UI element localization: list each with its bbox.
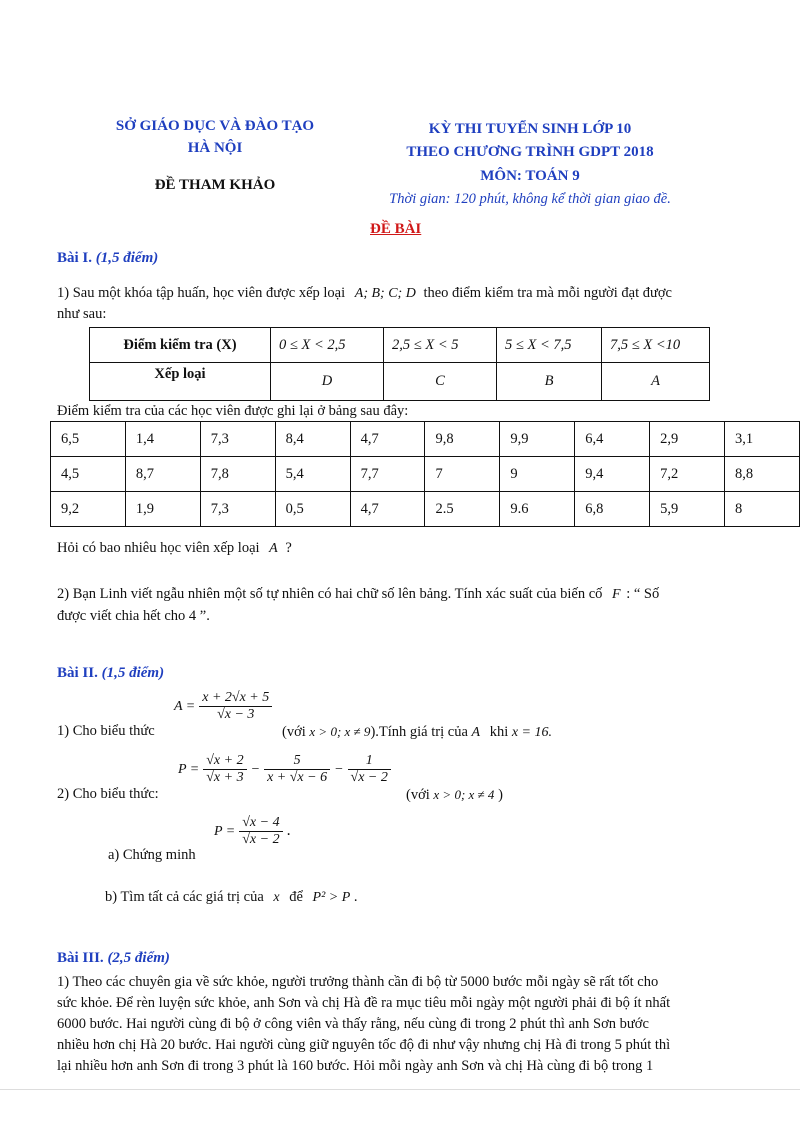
b1-q1-grades: A; B; C; D — [354, 286, 416, 301]
table-cell: 4,5 — [51, 457, 126, 492]
exam-title-line1: KỲ THI TUYỂN SINH LỚP 10 — [428, 121, 632, 137]
fraction-numerator: √x − 4 — [239, 815, 282, 832]
table-row — [51, 422, 800, 457]
table-cell: 7 — [425, 457, 500, 492]
b2-qa-label: a) Chứng minh — [108, 847, 196, 863]
b1-q1-text-a: 1) Sau một khóa tập huấn, học viên được xếp loại — [57, 285, 346, 301]
table-cell: 9.6 — [500, 492, 575, 527]
grade-letter-1: D — [271, 363, 384, 401]
table-row — [51, 492, 800, 527]
fraction-numerator: x + 2√x + 5 — [199, 690, 272, 707]
grade-range-2: 2,5 ≤ X < 5 — [384, 328, 497, 363]
b1-q2-line2: được viết chia hết cho 4 ”. — [57, 608, 210, 624]
page-bottom-divider — [0, 1089, 800, 1090]
fraction-denominator: √x + 3 — [206, 770, 244, 785]
grade-range-1: 0 ≤ X < 2,5 — [271, 328, 384, 363]
department-line2: HÀ NỘI — [187, 140, 243, 156]
table-cell: 9 — [500, 457, 575, 492]
section-3-title: Bài III. — [57, 950, 104, 966]
b1-question-a-text: Hỏi có bao nhiêu học viên xếp loại — [57, 540, 260, 556]
b1-q1-line1 — [57, 283, 672, 304]
grade-letter-4: A — [602, 363, 710, 401]
section-2-points: (1,5 điểm) — [101, 665, 165, 681]
b2-q1-fraction — [199, 690, 272, 723]
table-cell: 8,8 — [725, 457, 800, 492]
time-note: Thời gian: 120 phút, không kể thời gian giao đề. — [389, 191, 671, 207]
b2-q2-fraction-2 — [264, 753, 330, 786]
b2-qa-expression — [214, 815, 291, 848]
b1-question-a-var: A — [269, 541, 278, 556]
b2-q2-fraction-3 — [348, 753, 391, 786]
b2-qb-end: . — [353, 889, 358, 905]
fraction-denominator: √x − 3 — [217, 707, 255, 722]
b2-q1-condition: x > 0; x ≠ 9 — [309, 724, 371, 739]
table-cell: 7,7 — [350, 457, 425, 492]
b2-qa-fraction — [239, 815, 282, 848]
grade-table — [89, 327, 710, 401]
b1-q2-line1 — [57, 584, 659, 605]
scores-table — [50, 421, 800, 527]
scores-intro: Điểm kiểm tra của các học viên được ghi lại ở bảng sau đây: — [57, 403, 409, 419]
grade-table-row-grades — [90, 363, 710, 401]
exam-title-line2: THEO CHƯƠNG TRÌNH GDPT 2018 — [406, 144, 654, 160]
department-line1: SỞ GIÁO DỤC VÀ ĐÀO TẠO — [115, 118, 315, 134]
table-cell: 6,4 — [575, 422, 650, 457]
b3-line: 6000 bước. Hai người cùng đi bộ ở công viên và thấy rằng, nếu cùng đi trong 2 phút thì anh Sơn bước — [57, 1016, 649, 1032]
table-cell: 1,9 — [125, 492, 200, 527]
table-cell: 6,8 — [575, 492, 650, 527]
b2-qb-label: b) Tìm tất cả các giá trị của — [105, 889, 264, 905]
minus-sign: − — [250, 762, 261, 778]
de-bai-heading: ĐỀ BÀI — [370, 221, 422, 237]
section-3-points: (2,5 điểm) — [107, 950, 170, 966]
b1-q1-text-b: theo điểm kiểm tra mà mỗi người đạt được — [423, 285, 672, 301]
subject: MÔN: TOÁN 9 — [480, 168, 580, 184]
section-1-title: Bài I. — [57, 250, 93, 266]
table-cell: 7,3 — [200, 422, 275, 457]
grade-table-header-score: Điểm kiểm tra (X) — [90, 328, 271, 363]
grade-table-row-scores — [90, 328, 710, 363]
b2-q2-cond-pre: (với — [406, 787, 430, 803]
b2-qa-end: . — [286, 822, 291, 840]
b2-q2-cond: x > 0; x ≠ 4 — [433, 787, 495, 802]
b2-q1-tail — [282, 721, 552, 743]
b2-qb-mid: để — [289, 889, 303, 905]
section-2-heading — [57, 665, 164, 682]
b2-q1-tail-a: ).Tính giá trị của — [370, 724, 468, 740]
b2-qb-inequality: P² > P — [312, 890, 351, 905]
table-cell: 8,7 — [125, 457, 200, 492]
table-cell: 7,8 — [200, 457, 275, 492]
b2-qa-lhs: P = — [214, 824, 236, 840]
b1-q1-line2: như sau: — [57, 306, 107, 322]
b3-line: sức khỏe. Để rèn luyện sức khỏe, anh Sơn và chị Hà đề ra mục tiêu mỗi ngày một người phải đi bộ ít nhất — [57, 995, 671, 1011]
table-cell: 2.5 — [425, 492, 500, 527]
b3-paragraph — [57, 972, 747, 1077]
b1-question-a — [57, 538, 292, 559]
b2-q1-tail-val: x = 16. — [511, 725, 553, 740]
b2-q1-tail-b: khi — [489, 724, 509, 740]
b3-line: lại nhiều hơn anh Sơn đi trong 3 phút là 160 bước. Hỏi mỗi ngày anh Sơn và chị Hà cùng đi bộ trong 1 — [57, 1058, 654, 1074]
table-cell: 1,4 — [125, 422, 200, 457]
b2-q2-fraction-1 — [203, 753, 246, 786]
table-cell: 0,5 — [275, 492, 350, 527]
b2-q2-label: 2) Cho biểu thức: — [57, 786, 159, 802]
table-cell: 7,2 — [650, 457, 725, 492]
b2-q2-lhs: P = — [178, 762, 200, 778]
b1-q2-text-a: 2) Bạn Linh viết ngẫu nhiên một số tự nhiên có hai chữ số lên bảng. Tính xác suất của biến cố — [57, 586, 603, 602]
b2-q1-tail-var: A — [471, 725, 481, 740]
fraction-denominator: x + √x − 6 — [267, 770, 328, 785]
grade-range-3: 5 ≤ X < 7,5 — [497, 328, 602, 363]
b1-q2-var: F — [612, 587, 621, 602]
fraction-denominator: √x − 2 — [350, 770, 388, 785]
b3-line: 1) Theo các chuyên gia về sức khỏe, người trưởng thành cần đi bộ từ 5000 bước mỗi ngày sẽ rất tốt cho — [57, 974, 659, 990]
table-cell: 8 — [725, 492, 800, 527]
section-1-points: (1,5 điểm) — [95, 250, 159, 266]
exam-type: ĐỀ THAM KHẢO — [154, 177, 276, 193]
b2-q1-expression — [174, 690, 272, 723]
minus-sign: − — [334, 762, 344, 778]
grade-letter-2: C — [384, 363, 497, 401]
grade-range-4: 7,5 ≤ X <10 — [602, 328, 710, 363]
b2-qb-var: x — [273, 890, 280, 905]
grade-table-header-grade: Xếp loại — [90, 363, 271, 401]
fraction-numerator: √x + 2 — [203, 753, 246, 770]
fraction-denominator: √x − 2 — [242, 832, 280, 847]
table-cell: 5,9 — [650, 492, 725, 527]
table-cell: 4,7 — [350, 422, 425, 457]
table-cell: 8,4 — [275, 422, 350, 457]
table-cell: 9,9 — [500, 422, 575, 457]
table-cell: 9,8 — [425, 422, 500, 457]
b2-q1-cond-pre: (với — [282, 724, 306, 740]
b1-question-a-end: ? — [285, 540, 292, 556]
b2-q1-label: 1) Cho biểu thức — [57, 723, 155, 739]
fraction-numerator: 5 — [264, 753, 330, 770]
b2-q2-cond-end: ) — [498, 787, 503, 803]
b1-q2-text-b: : “ Số — [626, 586, 660, 602]
b2-q2-expression — [178, 753, 391, 786]
table-cell: 9,4 — [575, 457, 650, 492]
b3-line: nhiều hơn chị Hà 20 bước. Hai người cùng giữ nguyên tốc độ đi như vậy nhưng chị Hà đi trong 5 phút thì — [57, 1037, 671, 1053]
fraction-numerator: 1 — [348, 753, 391, 770]
table-cell: 3,1 — [725, 422, 800, 457]
b2-q1-lhs: A = — [174, 699, 196, 715]
table-cell: 4,7 — [350, 492, 425, 527]
table-cell: 9,2 — [51, 492, 126, 527]
table-row — [51, 457, 800, 492]
table-cell: 6,5 — [51, 422, 126, 457]
table-cell: 7,3 — [200, 492, 275, 527]
section-3-heading — [57, 950, 170, 967]
section-1-heading — [57, 250, 158, 267]
table-cell: 2,9 — [650, 422, 725, 457]
table-cell: 5,4 — [275, 457, 350, 492]
grade-letter-3: B — [497, 363, 602, 401]
section-2-title: Bài II. — [57, 665, 98, 681]
b2-q2-condition — [406, 784, 503, 806]
b2-qb — [105, 887, 358, 908]
